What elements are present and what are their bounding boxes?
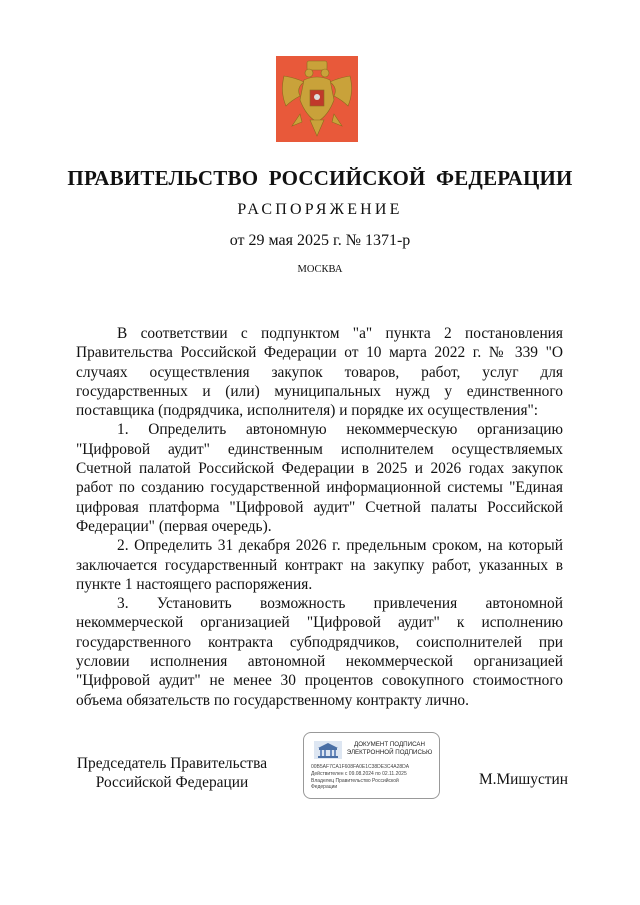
paragraph-item-3: 3. Установить возможность привлечения автономной некоммерческой организацией "Цифровой аудит" к исполнению государственного контракта субподрядчиков, соисполнителей при условии исполнения автономной некоммерческой организацией "Цифровой аудит" не менее 30 процентов совокупного стоимостного объема обязательств по государственному контракту лично. (76, 595, 563, 709)
government-title: ПРАВИТЕЛЬСТВО РОССИЙСКОЙ ФЕДЕРАЦИИ (67, 166, 573, 190)
document-city: МОСКВА (297, 264, 343, 275)
stamp-title (344, 741, 435, 757)
stamp-serial: 00B5AF7CA1F608FA0E1C38DE3C4A28DA (311, 764, 410, 770)
paragraph-item-2: 2. Определить 31 декабря 2026 г. предельным сроком, на который заключается государственный контракт на закупку работ, указанных в пункте 1 настоящего распоряжения. (76, 537, 563, 593)
signatory-name: М.Мишустин (478, 771, 568, 788)
stamp-title-line-1: ДОКУМЕНТ ПОДПИСАН (354, 741, 425, 748)
stamp-owner-line-2: Федерации (311, 784, 338, 790)
stamp-validity: Действителен с 09.08.2024 по 02.11.2025 (311, 771, 407, 777)
position-line-2: Российской Федерации (95, 774, 249, 791)
stamp-title-line-2: ЭЛЕКТРОННОЙ ПОДПИСЬЮ (346, 749, 433, 756)
stamp-owner-line-1: Владелец Правительство Российской (311, 778, 399, 784)
document-type: РАСПОРЯЖЕНИЕ (237, 201, 403, 218)
paragraph-intro: В соответствии с подпунктом "а" пункта 2 постановления Правительства Российской Федерации от 10 марта 2022 г. № 339 "О случаях осуществления закупок товаров, работ, услуг для государственных и (или) муниципальных нужд у единственного поставщика (подрядчика, исполнителя) и порядке их осуществления": (76, 325, 563, 420)
document-body (76, 324, 563, 710)
signatory-position (76, 754, 268, 792)
paragraph-item-1: 1. Определить автономную некоммерческую организацию "Цифровой аудит" единственным исполнителем осуществляемых Счетной палатой Российской Федерации в 2025 и 2026 годах закупок работ по созданию государственной информационной системы "Единая цифровая платформа "Цифровой аудит" Счетной палаты Российской Федерации" (первая очередь). (76, 421, 563, 535)
building-icon (313, 740, 343, 760)
russian-coat-of-arms-icon (276, 56, 358, 142)
document-date-number: от 29 мая 2025 г. № 1371-р (229, 232, 411, 249)
position-line-1: Председатель Правительства (76, 755, 268, 772)
electronic-signature-stamp (303, 732, 440, 799)
